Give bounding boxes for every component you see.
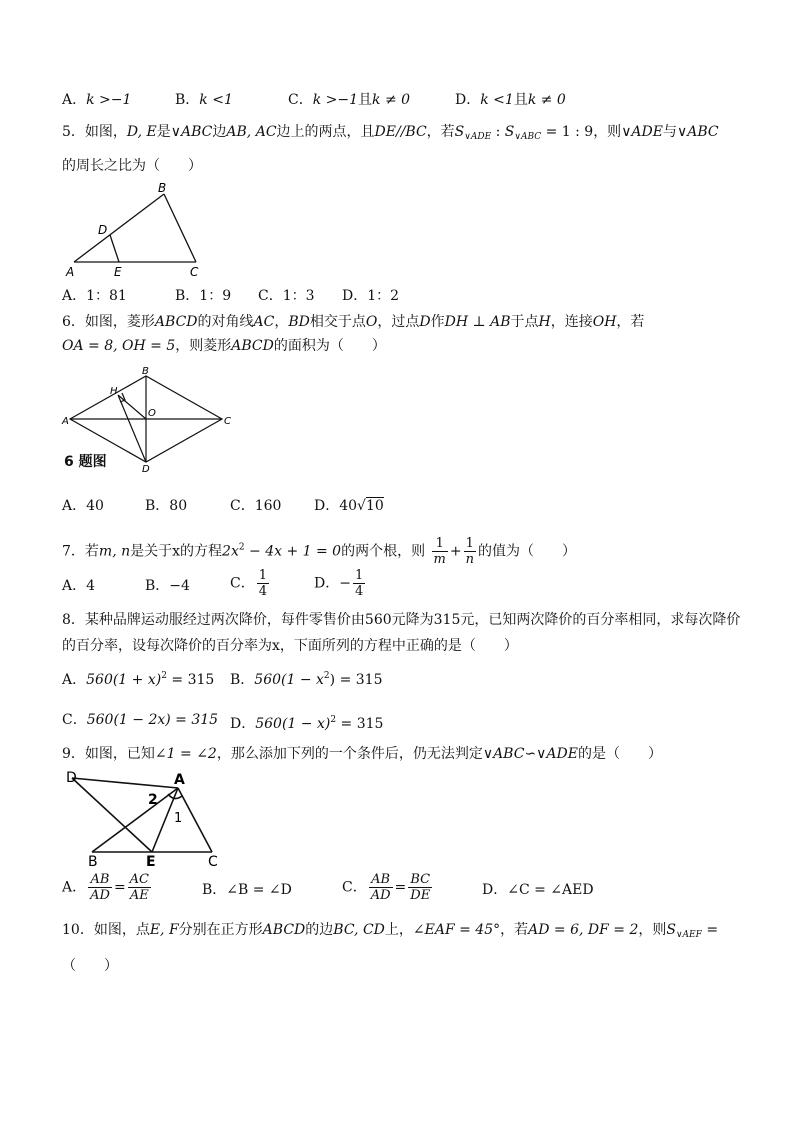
q6-option-d (314, 496, 384, 516)
fraction (257, 568, 269, 599)
q7-option-d (314, 568, 367, 599)
text: 的两个根，则 (341, 543, 426, 560)
q6-stem-line2 (62, 336, 386, 356)
q8-option-a (62, 666, 214, 690)
q8-option-c (62, 710, 218, 730)
q5-option-d: D．1：2 (342, 288, 400, 304)
label-b: B (142, 366, 149, 377)
math: BC, CD (333, 922, 385, 938)
text: 是关于x的方程 (130, 543, 223, 560)
math: ∨ADE (621, 124, 663, 140)
math: AC (253, 314, 275, 330)
text: ，若 (426, 124, 455, 140)
label-e: E (114, 265, 122, 279)
q8-option-b (230, 666, 382, 690)
numerator: 1 (258, 568, 267, 583)
math: OH (592, 314, 617, 330)
math: = 315 (336, 716, 384, 732)
q8-stem-line2: 的百分率，设每次降价的百分率为x，下面所列的方程中正确的是（ ） (62, 638, 518, 654)
text: 9．如图，已知 (62, 746, 155, 762)
q5-option-b: B．1：9 (175, 288, 232, 304)
option-letter: B． (145, 578, 170, 594)
fraction-1-over-n (464, 536, 476, 567)
text: 的值为（ ） (477, 543, 576, 560)
math: S (504, 124, 515, 140)
option-letter: A． (62, 879, 87, 896)
math: OA = 8, OH = 5 (62, 338, 176, 354)
option-letter: D． (230, 716, 256, 732)
option-expr: k ≠ 0 (372, 92, 411, 108)
numerator: AB (88, 872, 112, 888)
denominator: AD (90, 888, 110, 903)
math-superscript: 2 (238, 542, 245, 553)
q4-option-b (175, 90, 233, 110)
math: : (491, 124, 505, 140)
denominator: m (433, 552, 446, 567)
q9-option-a (62, 872, 153, 903)
segment-de (72, 778, 152, 852)
option-value: 4 (86, 578, 96, 594)
text: ，若 (616, 314, 645, 330)
fraction (353, 568, 365, 599)
option-sign: − (339, 575, 351, 592)
math: ABCD (262, 922, 306, 938)
option-conj: 且 (513, 92, 528, 108)
q5-option-c: C．1：3 (258, 288, 315, 304)
text: ，则 (638, 922, 667, 938)
denominator: AE (129, 888, 149, 903)
q8-stem-line1: 8．某种品牌运动服经过两次降价，每件零售价由560元降为315元，已知两次降价的百分率相同，求每次降价 (62, 612, 741, 628)
option-letter: C． (288, 92, 313, 108)
q6-option-a: A．40 (62, 498, 104, 514)
text: ，过点 (377, 314, 420, 330)
math: 2x (222, 543, 239, 560)
q6-option-c: C．160 (230, 498, 282, 514)
label-c: C (208, 854, 218, 868)
math: m, n (98, 543, 131, 560)
numerator: BC (408, 872, 432, 888)
option-letter: C． (62, 712, 87, 728)
q5-stem-line2: 的周长之比为（ ） (62, 158, 202, 174)
math: 560(1 − 2x) = 315 (86, 712, 219, 728)
denominator: AD (370, 888, 391, 903)
math: = (394, 879, 407, 896)
numerator: AB (369, 872, 393, 888)
label-angle-2: 2 (148, 792, 158, 808)
segment-de (110, 235, 119, 262)
numerator: 1 (464, 536, 476, 552)
option-value: −4 (169, 578, 190, 594)
q6-stem-line1 (62, 312, 644, 332)
label-angle-1: 1 (174, 811, 183, 826)
math-superscript: 2 (161, 671, 167, 681)
math: S (454, 124, 465, 140)
q6-figure-caption: 6 题图 (64, 454, 107, 470)
fraction-ab-ad (88, 872, 112, 903)
fraction-bc-de (408, 872, 432, 903)
option-letter: C． (230, 575, 255, 592)
option-letter: B． (230, 672, 255, 688)
math: 560(1 + x) (86, 672, 162, 688)
text: ，连接 (550, 314, 593, 330)
text: 6．如图，菱形 (62, 314, 155, 330)
q9-stem (62, 744, 662, 764)
math: ABCD (231, 338, 274, 354)
text: 上， (384, 922, 413, 938)
math-subscript: ∨ABC (514, 132, 542, 142)
math: O (365, 314, 378, 330)
label-d: D (142, 464, 150, 474)
numerator: 1 (354, 568, 364, 583)
radicand: 10 (365, 498, 384, 514)
label-a: A (62, 416, 69, 427)
q7-stem (62, 536, 576, 567)
q4-option-c (288, 90, 410, 110)
text: 边 (212, 124, 227, 140)
option-letter: A． (62, 578, 87, 594)
q7-option-a (62, 576, 95, 596)
math: + (449, 543, 462, 560)
option-text: D．40 (314, 498, 358, 514)
option-letter: D． (314, 575, 340, 592)
option-conj: 且 (358, 92, 373, 108)
math: = 1 : 9 (541, 124, 594, 140)
text: 相交于点 (309, 314, 366, 330)
q8-option-d (230, 710, 383, 734)
option-expr: k <1 (199, 92, 233, 108)
math: ∠1 = ∠2 (154, 746, 217, 762)
text: 的面积为（ ） (273, 338, 386, 354)
math-subscript: ∨AEF (675, 930, 702, 940)
segment-bc (164, 194, 196, 262)
label-a: A (174, 772, 185, 788)
text: ，那么添加下列的一个条件后，仍无法判定 (216, 746, 483, 762)
text: 的边 (305, 922, 334, 938)
label-a: A (66, 265, 75, 279)
text: 于点 (510, 314, 539, 330)
q10-stem-line2: （ ） (62, 958, 118, 974)
math: ABCD (154, 314, 198, 330)
text: 10．如图，点 (62, 922, 150, 938)
q7-option-b (145, 576, 190, 596)
q4-option-d (455, 90, 566, 110)
segment-ac (178, 788, 212, 852)
text: 与 (663, 124, 677, 140)
label-c: C (190, 265, 199, 279)
sqrt-symbol: √ (357, 498, 366, 514)
q6-option-b: B．80 (145, 498, 188, 514)
label-o: O (148, 408, 156, 419)
option-letter: C． (342, 879, 367, 896)
math: AB, AC (226, 124, 277, 140)
option-expr: k <1 (480, 92, 514, 108)
math: ∨ABC∽∨ADE (482, 746, 578, 762)
text: 作 (430, 314, 445, 330)
numerator: 1 (432, 536, 448, 552)
math: D, E (126, 124, 157, 140)
label-d: D (98, 223, 108, 237)
label-h: H (110, 386, 118, 397)
label-b: B (88, 854, 98, 868)
math: BD (288, 314, 310, 330)
fraction-ac-ae (128, 872, 151, 903)
segment-oh (118, 395, 146, 419)
text: 5．如图， (62, 124, 127, 140)
option-letter: A． (62, 92, 87, 108)
q10-stem-line1 (62, 920, 718, 945)
math: 560(1 − x (254, 672, 324, 688)
q5-option-a: A．1：81 (62, 288, 127, 304)
text: ，则 (593, 124, 622, 140)
math: − 4x + 1 = 0 (244, 543, 342, 560)
math: ∨ABC (170, 124, 213, 140)
q9-option-b: B．∠B = ∠D (202, 882, 292, 898)
q4-option-a (62, 90, 131, 110)
math: AD = 6, DF = 2 (528, 922, 639, 938)
text: 是 (156, 124, 171, 140)
math: D (419, 314, 431, 330)
math: DE//BC (374, 124, 427, 140)
math: = (701, 922, 719, 938)
q9-option-c (342, 872, 434, 903)
math: S (666, 922, 676, 938)
math: ) = 315 (329, 672, 383, 688)
math: 560(1 − x) (255, 716, 331, 732)
q7-option-c (230, 568, 271, 599)
fraction-1-over-m (432, 536, 448, 567)
label-d: D (66, 770, 77, 786)
option-letter: A． (62, 672, 87, 688)
math: E, F (149, 922, 179, 938)
q5-figure (62, 180, 222, 280)
math: H (538, 314, 551, 330)
numerator: AC (129, 872, 150, 887)
q9-option-d: D．∠C = ∠AED (482, 882, 594, 898)
denominator: 4 (258, 584, 267, 599)
text: ， (274, 314, 289, 330)
segment-dh (118, 395, 146, 462)
denominator: 4 (354, 584, 364, 599)
text: ，则菱形 (175, 338, 232, 354)
math-subscript: ∨ADE (464, 132, 492, 142)
option-expr: k >−1 (86, 92, 132, 108)
label-e: E (146, 854, 156, 868)
option-expr: k ≠ 0 (527, 92, 566, 108)
text: 分别在正方形 (178, 922, 263, 938)
segment-ab (74, 194, 164, 262)
option-expr: k >−1 (312, 92, 359, 108)
segment-da (72, 778, 178, 788)
text: ，若 (500, 922, 529, 938)
q9-figure (62, 768, 232, 868)
math: = (113, 879, 126, 896)
label-c: C (224, 416, 231, 427)
math: DH ⊥ AB (444, 314, 511, 330)
fraction-ab-ad (369, 872, 393, 903)
math: ∠EAF = 45° (412, 922, 501, 938)
label-b: B (158, 181, 167, 195)
denominator: n (465, 552, 474, 567)
option-letter: B． (175, 92, 200, 108)
text: 7．若 (62, 543, 99, 560)
math: = 315 (166, 672, 215, 688)
text: 的是（ ） (577, 746, 662, 762)
option-letter: D． (455, 92, 481, 108)
text: 边上的两点，且 (276, 124, 375, 140)
math-superscript: 2 (323, 671, 330, 681)
text: 的对角线 (197, 314, 254, 330)
q5-stem-line1 (62, 122, 719, 147)
math: ∨ABC (677, 124, 719, 140)
math-superscript: 2 (330, 715, 337, 725)
denominator: DE (410, 888, 431, 903)
